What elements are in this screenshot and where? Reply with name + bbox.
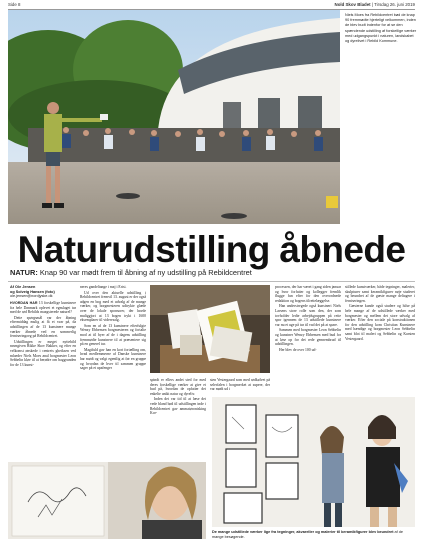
deck	[10, 268, 410, 277]
deck-rule	[8, 281, 415, 282]
byline-author2: og Solveig Hansen (foto)	[10, 289, 55, 294]
paragraph: processen, der har været i gang siden januar og hvor forfatter og kollegger fremlik flugge fun efter for den overordnede redaktion og bogens tilrettelæggelse.	[275, 285, 341, 303]
body-column-1	[10, 301, 76, 458]
bottom-caption-rest: af de mange besøgende.	[212, 530, 403, 539]
page-number: Side 8	[8, 2, 21, 7]
paragraph: Inden det var tid til at læse det vede bland bød til udstillingen inde i Rebildcentret gav ammatøronisking Kor-	[150, 397, 206, 416]
paragraph: Udstillingen er meget nyttebild navngiven Rikke Skov Bakker, og efter en velkomst ønskede i centrets ghetksen ved mlaeder Niels Moes anal borgmester Leon Sebbelin kløe til at berødre om baggrunden for de 13 kunst-	[10, 339, 76, 367]
paragraph: Dette spørgsmål var der åbning eftermiddag mulig at få et svar på, da udstillingen af de 13 kunstnere mange værker åbnede ved en sommerlig ferniseringoeg på Rebildcentret.	[10, 315, 76, 339]
issue-date: Tirsdag 26. juni 2019	[374, 2, 415, 7]
paragraph: Ud over den aktuelle udstilling i Rebildcentret fremvil 13. august er der også adgen en bog med et udvalg af de mange værker, og borgmesteren udtrykte glæde over de lokale sponsorer, der havde muliggjort at 13 bogen trykt i 1600 eksemplarer til videresalg.	[80, 290, 146, 323]
byline-author: Af Ole Jensen	[10, 285, 36, 289]
page-header	[8, 2, 415, 9]
body-column-3	[150, 378, 206, 458]
paragraph: Magtfuld gav han en kort fortælling om, hvad medlemmerne af Danske kunstnere har mødt og valgt egentlig at før en gruppe og hvordan de hver til sammen gruppe sager på et upafenger	[80, 347, 146, 371]
byline	[10, 285, 78, 299]
paper-name: Nold Skov Bladet	[334, 2, 371, 7]
paragraph: Gæsterne kunde også studere og hilse på hele mange af de udstillede værker med borgmester og mellem det store udvalg af værker. Efter den sociale på konstruktionen for den udstilling kom Christian Kunstnere med hændige og borgmester Leon Sebbelin samt blot til maleri og Sebbelin og Karsten Vestergaard.	[345, 304, 415, 341]
paragraph: spindt er ellers andet sted for med deres forskellige værker at give et bud på, hvordan de opfatter det enkelte unikt natur og dyreliv.	[150, 378, 206, 396]
paragraph-text: 13 forskellige kunstnere fra hele Danmark oplevet et egnslaget tur med de rød Rebilds maagsterede naturel?	[10, 301, 76, 315]
exhibition-photo	[212, 397, 415, 527]
visitor-photo	[8, 462, 206, 539]
paragraph-lead: HVORDAN HAR	[10, 301, 38, 305]
paragraph: sten Vestergaard som med rødkølvet på selerfalen i borgmerket at supere, der var mødt ud i	[210, 378, 270, 392]
headline: Naturudstilling åbnede	[17, 229, 406, 270]
body-column-5	[275, 285, 341, 393]
deck-text: Knap 90 var mødt frem til åbning af ny udstilling på Rebildcentret	[39, 268, 252, 277]
paragraph: Sammen med borgmester Leon Sebbelin og kunstner Wenzy Ebbensen med bud for at løse op for det rede gennembrud til udstillingen.	[275, 328, 341, 347]
paper-date: Nold Skov Bladet | Tirsdag 26. juni 2019	[334, 2, 415, 7]
deck-label: NATUR:	[10, 268, 38, 277]
top-photo	[8, 10, 340, 224]
bottom-caption-bold: De mange udstillede værker lige fra tegninger, akvareller og malerier til keramikfigurer blev beundret	[212, 530, 394, 534]
body-column-2	[80, 285, 146, 458]
bottom-photo-caption	[212, 530, 412, 540]
byline-email: ole.jensen@nordjyske.dk	[10, 294, 53, 299]
top-photo-caption: Niels Moes fra Rebildcentret bød de knap 90 fremmødte hjerteligt velkommen, inden de blev budt indenfor for at se den spændende udstilling af forskellige værker med udgangspunkt i naturen, landskabet og dyrelivet i Rebild Kommune.	[345, 13, 417, 44]
paragraph	[10, 301, 76, 315]
books-photo	[150, 285, 270, 373]
body-column-6	[345, 285, 415, 393]
paragraph: Her blev de over 100 ud-	[279, 347, 317, 352]
paragraph: Som en af de 13 kunstnere efterfulgte Wenzy Ebbensen borgmesteren og fortalte mod at til byer af de i dagens udstilling fremmødte kunstnere til at præsentere sig på en generel tur.	[80, 323, 146, 347]
paragraph: neres gandeltange i maj i Ertsi.	[80, 285, 127, 289]
paragraph: stillede kunstværker, både tegninger, malerier, skulpturer samt keramikfigurer nøje studeret og beundret af de gæste mange deltagere i ferniseringen.	[345, 285, 415, 303]
paragraph: Han understregede også kunstneri Niels Larsens store rolle som den, der som tovholder ledte arbejdsgruppen på rette spor igennem de 13 udstillede kunstnere var nu et uge på tur til vad det på at spare.	[275, 304, 341, 327]
